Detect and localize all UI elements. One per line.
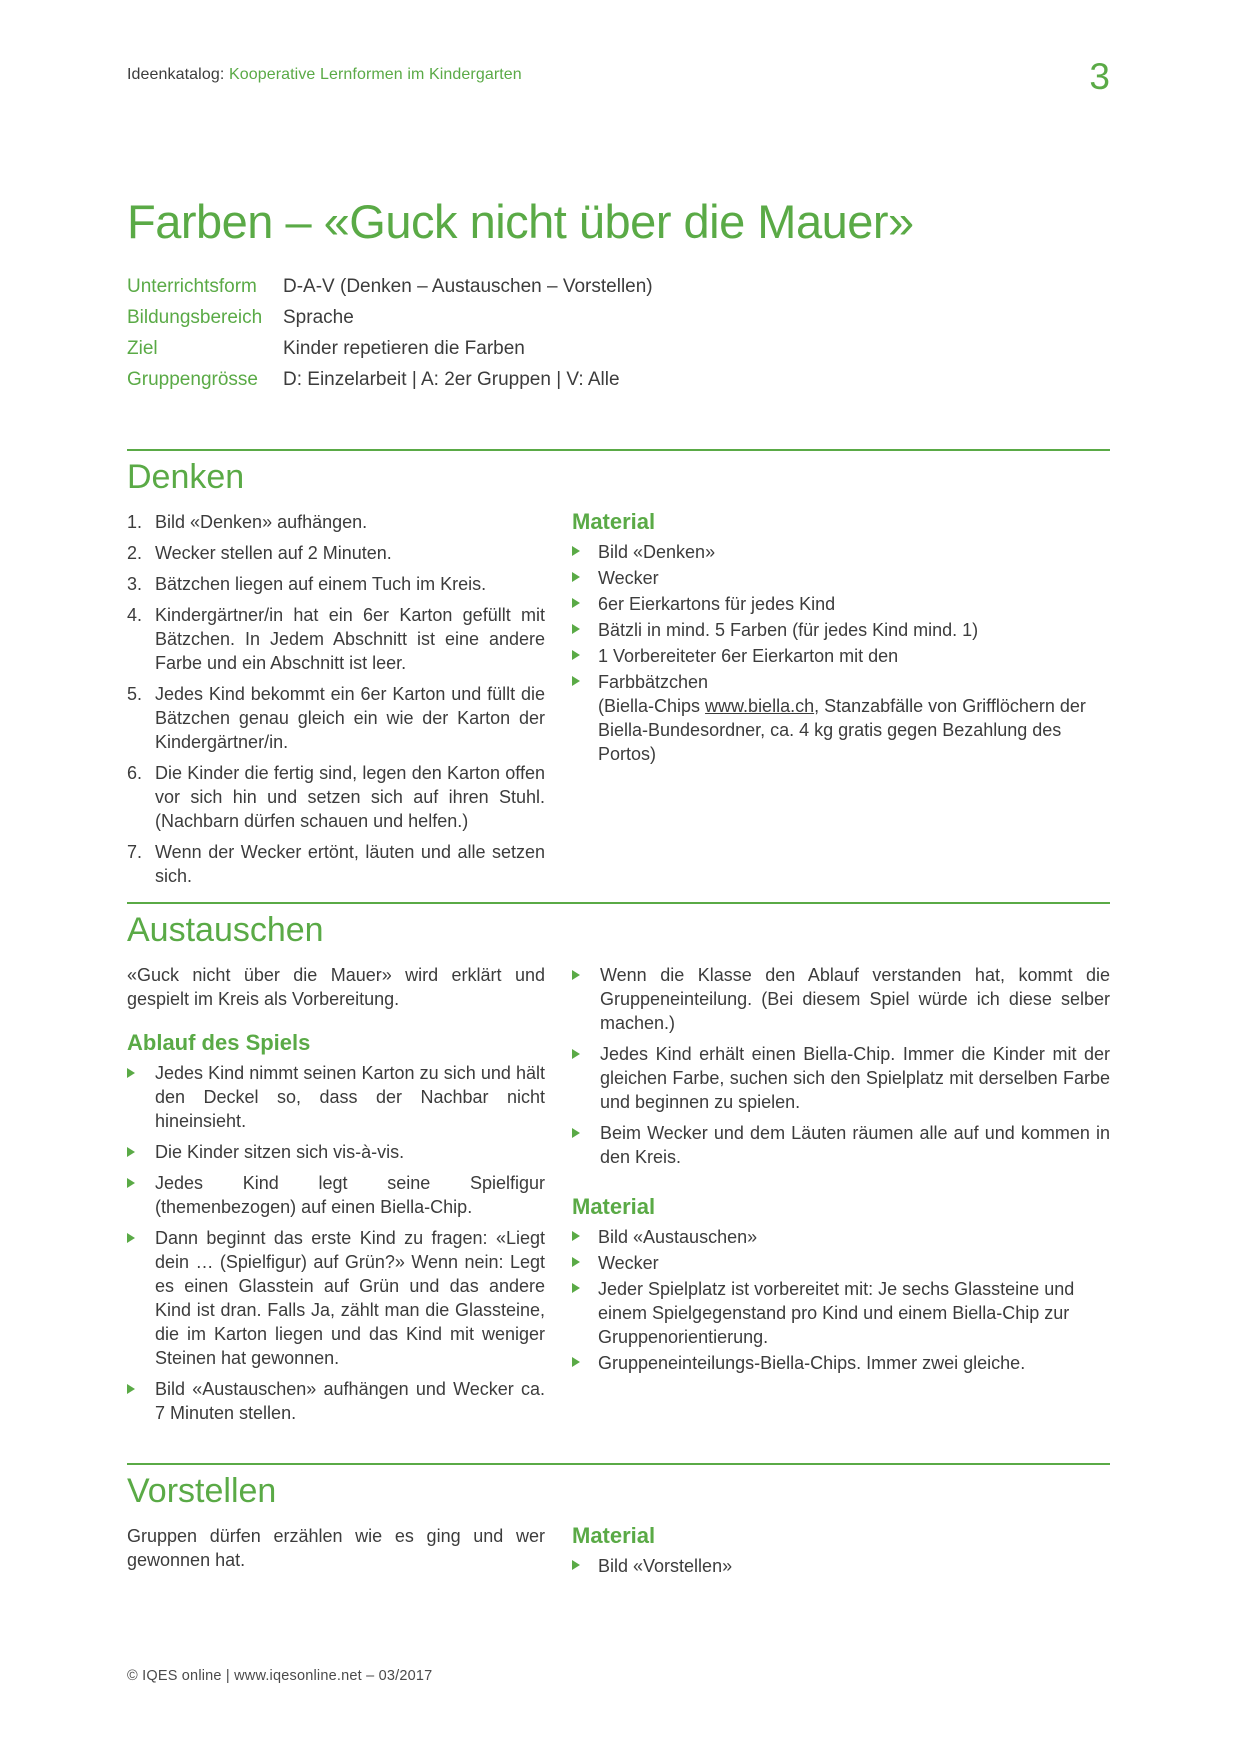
bullet-text: Jedes Kind legt seine Spielfigur (themenbezogen) auf einen Biella-Chip. xyxy=(155,1173,545,1217)
ablauf-bullet-list xyxy=(127,1061,545,1425)
bullet-item xyxy=(127,1377,545,1425)
bullet-triangle-icon xyxy=(127,1061,155,1133)
meta-value: Sprache xyxy=(283,307,354,328)
bullet-text: Jedes Kind nimmt seinen Karton zu sich und hält den Deckel so, dass der Nachbar nicht hineinsieht. xyxy=(155,1063,545,1131)
bullet-item xyxy=(127,1140,545,1164)
meta-value: Kinder repetieren die Farben xyxy=(283,338,525,359)
denken-step-list xyxy=(127,510,545,888)
denken-steps-column xyxy=(127,510,545,888)
step-number xyxy=(127,510,155,534)
step-item xyxy=(127,761,545,833)
bullet-item xyxy=(127,1171,545,1219)
step-item xyxy=(127,682,545,754)
vorstellen-material-column xyxy=(572,1524,1110,1578)
bullet-text: Wenn die Klasse den Ablauf verstanden hat, kommt die Gruppeneinteilung. (Bei diesem Spiel würde ich diese selber machen.) xyxy=(600,965,1110,1033)
austauschen-right-bullet-list xyxy=(572,963,1110,1169)
bullet-triangle-icon xyxy=(572,963,600,1035)
material-text: Bild «Denken» xyxy=(598,542,716,562)
meta-row-gruppengroesse xyxy=(127,364,1110,395)
step-item xyxy=(127,572,545,596)
bullet-text: Jedes Kind erhält einen Biella-Chip. Immer die Kinder mit der gleichen Farbe, suchen sich den Spielplatz mit derselben Farbe und beginnen zu spielen. xyxy=(600,1044,1110,1112)
step-item xyxy=(127,840,545,888)
material-heading: Material xyxy=(572,1523,656,1548)
austauschen-intro: «Guck nicht über die Mauer» wird erklärt und gespielt im Kreis als Vorbereitung. xyxy=(127,965,545,1009)
meta-value: D: Einzelarbeit | A: 2er Gruppen | V: Alle xyxy=(283,369,620,390)
section-heading-vorstellen: Vorstellen xyxy=(127,1472,277,1510)
bullet-triangle-icon xyxy=(127,1377,155,1425)
material-heading: Material xyxy=(572,509,656,534)
bullet-item xyxy=(127,1061,545,1133)
step-number xyxy=(127,761,155,833)
material-text: 1 Vorbereiteter 6er Eierkarton mit den xyxy=(598,646,899,666)
material-text: Bild «Austauschen» xyxy=(598,1227,758,1247)
denken-material-list xyxy=(572,540,1110,694)
austauschen-material-block xyxy=(572,1195,1110,1375)
bullet-text: Bild «Austauschen» aufhängen und Wecker ca. 7 Minuten stellen. xyxy=(155,1379,545,1423)
material-text: Gruppeneinteilungs-Biella-Chips. Immer zwei gleiche. xyxy=(598,1353,1026,1373)
denken-material-column xyxy=(572,510,1110,888)
bullet-triangle-icon xyxy=(572,618,598,642)
material-note-post: , Stanzabfälle von Grifflöchern der Biella-Bundesordner, ca. 4 kg gratis gegen Bezahlung des Portos) xyxy=(598,696,1086,764)
step-text: Wenn der Wecker ertönt, läuten und alle setzen sich. xyxy=(155,842,545,886)
material-text: Farbbätzchen xyxy=(598,672,709,692)
material-text: Bätzli in mind. 5 Farben (für jedes Kind mind. 1) xyxy=(598,620,979,640)
meta-row-bildungsbereich xyxy=(127,302,1110,333)
section-heading-austauschen: Austauschen xyxy=(127,911,324,949)
meta-label: Bildungsbereich xyxy=(127,307,263,328)
material-text: 6er Eierkartons für jedes Kind xyxy=(598,594,836,614)
step-item xyxy=(127,603,545,675)
material-item xyxy=(572,618,1110,642)
header-catalog-title: Kooperative Lernformen im Kindergarten xyxy=(228,66,522,83)
bullet-triangle-icon xyxy=(572,1351,598,1375)
material-item xyxy=(572,566,1110,590)
bullet-triangle-icon xyxy=(572,592,598,616)
material-heading: Material xyxy=(572,1194,656,1219)
meta-value: D-A-V (Denken – Austauschen – Vorstellen) xyxy=(283,276,653,297)
bullet-triangle-icon xyxy=(572,566,598,590)
bullet-triangle-icon xyxy=(572,1554,598,1578)
bullet-triangle-icon xyxy=(572,1121,600,1169)
material-text: Bild «Vorstellen» xyxy=(598,1556,733,1576)
step-text: Jedes Kind bekommt ein 6er Karton und füllt die Bätzchen genau gleich ein wie der Karton der Kindergärtner/in. xyxy=(155,684,545,752)
bullet-triangle-icon xyxy=(572,540,598,564)
material-note xyxy=(598,694,1110,766)
bullet-triangle-icon xyxy=(127,1171,155,1219)
step-number xyxy=(127,572,155,596)
material-note-pre: (Biella-Chips xyxy=(598,696,706,716)
bullet-item xyxy=(572,963,1110,1035)
section-heading-denken: Denken xyxy=(127,458,245,496)
material-item xyxy=(572,540,1110,564)
bullet-triangle-icon xyxy=(572,1042,600,1114)
meta-label: Gruppengrösse xyxy=(127,369,258,390)
section-vorstellen xyxy=(127,1463,1110,1578)
header-catalog-label: Ideenkatalog: xyxy=(127,66,225,83)
step-number xyxy=(127,682,155,754)
material-item xyxy=(572,1351,1110,1375)
material-text: Wecker xyxy=(598,1253,659,1273)
austauschen-material-list xyxy=(572,1225,1110,1375)
bullet-item xyxy=(127,1226,545,1370)
step-text: Kindergärtner/in hat ein 6er Karton gefüllt mit Bätzchen. In Jedem Abschnitt ist eine andere Farbe und ein Abschnitt ist leer. xyxy=(155,605,545,673)
page-header xyxy=(127,56,1110,97)
austauschen-right-column xyxy=(572,963,1110,1425)
section-divider xyxy=(127,449,1110,451)
meta-label: Ziel xyxy=(127,338,158,359)
material-item xyxy=(572,592,1110,616)
header-breadcrumb xyxy=(127,64,522,86)
bullet-triangle-icon xyxy=(572,1251,598,1275)
section-divider xyxy=(127,902,1110,904)
material-item xyxy=(572,644,1110,668)
bullet-triangle-icon xyxy=(572,644,598,668)
document-title: Farben – «Guck nicht über die Mauer» xyxy=(127,195,914,248)
vorstellen-text: Gruppen dürfen erzählen wie es ging und wer gewonnen hat. xyxy=(127,1526,545,1570)
biella-link[interactable]: www.biella.ch xyxy=(705,696,815,716)
material-item xyxy=(572,670,1110,694)
material-text: Jeder Spielplatz ist vorbereitet mit: Je sechs Glassteine und einem Spielgegenstand pro Kind und einem Biella-Chip zur Gruppenorientierung. xyxy=(598,1279,1075,1347)
bullet-triangle-icon xyxy=(572,670,598,694)
meta-row-ziel xyxy=(127,333,1110,364)
bullet-text: Beim Wecker und dem Läuten räumen alle auf und kommen in den Kreis. xyxy=(600,1123,1110,1167)
meta-row-unterrichtsform xyxy=(127,271,1110,302)
austauschen-left-column xyxy=(127,963,545,1425)
material-item xyxy=(572,1251,1110,1275)
section-austauschen xyxy=(127,902,1110,1425)
step-item xyxy=(127,510,545,534)
bullet-triangle-icon xyxy=(572,1225,598,1249)
ablauf-subheading: Ablauf des Spiels xyxy=(127,1030,311,1055)
meta-table xyxy=(127,271,1110,395)
bullet-triangle-icon xyxy=(127,1226,155,1370)
material-item xyxy=(572,1225,1110,1249)
page-footer: © IQES online | www.iqesonline.net – 03/2017 xyxy=(127,1668,433,1684)
bullet-triangle-icon xyxy=(127,1140,155,1164)
bullet-text: Dann beginnt das erste Kind zu fragen: «Liegt dein … (Spielfigur) auf Grün?» Wenn nein: Legt es einen Glasstein auf Grün und das andere Kind ist dran. Falls Ja, zählt man die Glassteine, die im Karton liegen und das Kind mit weniger Steinen hat gewonnen. xyxy=(155,1228,545,1368)
bullet-item xyxy=(572,1042,1110,1114)
meta-label: Unterrichtsform xyxy=(127,276,257,297)
section-divider xyxy=(127,1463,1110,1465)
page-number: 3 xyxy=(1089,56,1110,97)
vorstellen-material-list xyxy=(572,1554,1110,1578)
material-item xyxy=(572,1277,1110,1349)
section-denken xyxy=(127,449,1110,888)
vorstellen-text-column xyxy=(127,1524,545,1578)
step-text: Bild «Denken» aufhängen. xyxy=(155,512,368,532)
step-text: Wecker stellen auf 2 Minuten. xyxy=(155,543,392,563)
material-text: Wecker xyxy=(598,568,659,588)
bullet-triangle-icon xyxy=(572,1277,598,1349)
step-text: Die Kinder die fertig sind, legen den Karton offen vor sich hin und setzen sich auf ihren Stuhl. (Nachbarn dürfen schauen und helfen.) xyxy=(155,763,545,831)
material-item xyxy=(572,1554,1110,1578)
step-number xyxy=(127,603,155,675)
step-text: Bätzchen liegen auf einem Tuch im Kreis. xyxy=(155,574,487,594)
bullet-text: Die Kinder sitzen sich vis-à-vis. xyxy=(155,1142,405,1162)
step-number xyxy=(127,541,155,565)
step-number xyxy=(127,840,155,888)
step-item xyxy=(127,541,545,565)
bullet-item xyxy=(572,1121,1110,1169)
